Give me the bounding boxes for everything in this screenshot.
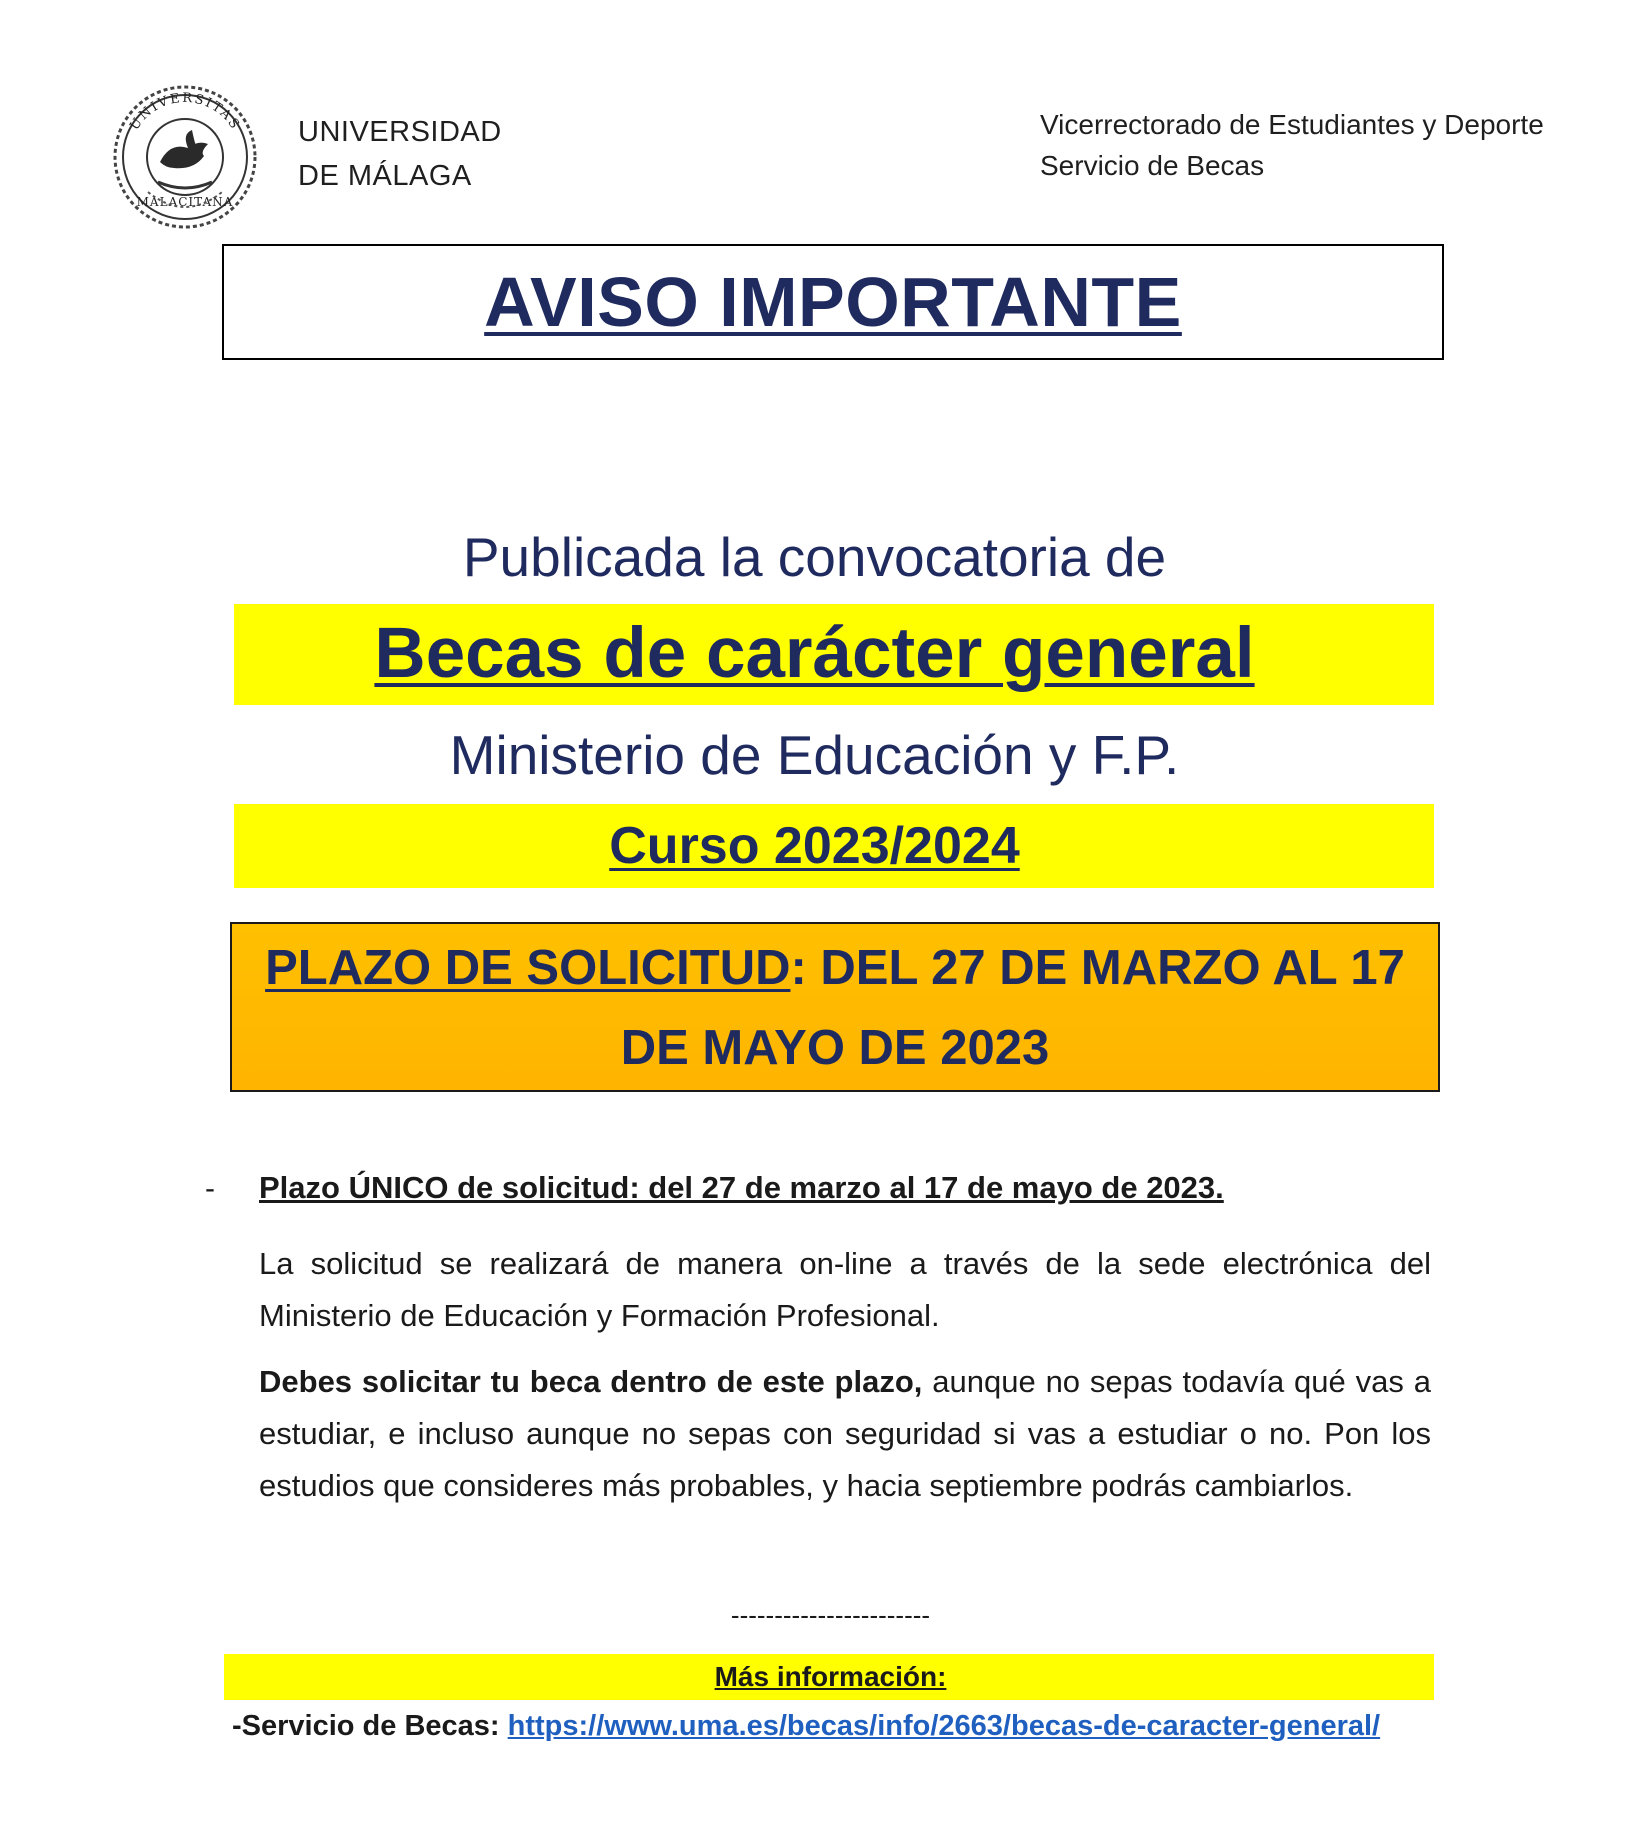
university-name — [298, 110, 502, 198]
bullet-heading: Plazo ÚNICO de solicitud: del 27 de marzo al 17 de mayo de 2023. — [259, 1170, 1224, 1205]
deadline-label: PLAZO DE SOLICITUD — [265, 941, 791, 995]
curso-line: Curso 2023/2024 — [609, 817, 1020, 875]
svg-text:UNIVERSITAS: UNIVERSITAS — [127, 90, 243, 134]
deadline-line2: DE MAYO DE 2023 — [620, 1021, 1050, 1075]
bullet-dash: - — [205, 1172, 215, 1205]
servicio-becas-label: -Servicio de Becas: — [232, 1710, 508, 1742]
university-name-line2: DE MÁLAGA — [298, 160, 472, 192]
separator: ----------------------- — [730, 1600, 931, 1630]
university-name-line1: UNIVERSIDAD — [298, 116, 502, 148]
paragraph-advice-rest: aunque no sepas todavía qué vas a estudiar, e incluso aunque no sepas con seguridad si vas a estudiar o no. Pon los estudios que consideres más probables, y hacia septiembre podrás cambiarlos. — [259, 1364, 1431, 1503]
ministerio-line: Ministerio de Educación y F.P. — [449, 724, 1180, 786]
department-name — [1040, 104, 1544, 186]
department-line2: Servicio de Becas — [1040, 150, 1265, 181]
paragraph-advice-bold: Debes solicitar tu beca dentro de este plazo, — [259, 1364, 923, 1399]
deadline-line1 — [232, 928, 1438, 1008]
notice-title-box — [222, 244, 1444, 360]
svg-text:MALACITANA: MALACITANA — [136, 195, 234, 209]
published-line: Publicada la convocatoria de — [462, 526, 1167, 588]
paragraph-online: La solicitud se realizará de manera on-line a través de la sede electrónica del Ministerio de Educación y Formación Profesional. — [259, 1246, 1431, 1333]
notice-title: AVISO IMPORTANTE — [484, 263, 1182, 341]
deadline-dates: : DEL 27 DE MARZO AL 17 — [790, 941, 1405, 995]
more-info-heading: Más información: — [714, 1661, 947, 1692]
paragraph-advice — [259, 1356, 1431, 1512]
university-seal-icon — [108, 82, 262, 232]
servicio-becas-line — [232, 1710, 1380, 1743]
becas-title: Becas de carácter general — [374, 614, 1255, 693]
department-line1: Vicerrectorado de Estudiantes y Deporte — [1040, 109, 1544, 140]
deadline-box — [230, 922, 1440, 1092]
servicio-becas-link[interactable]: https://www.uma.es/becas/info/2663/becas-de-caracter-general/ — [507, 1710, 1381, 1742]
